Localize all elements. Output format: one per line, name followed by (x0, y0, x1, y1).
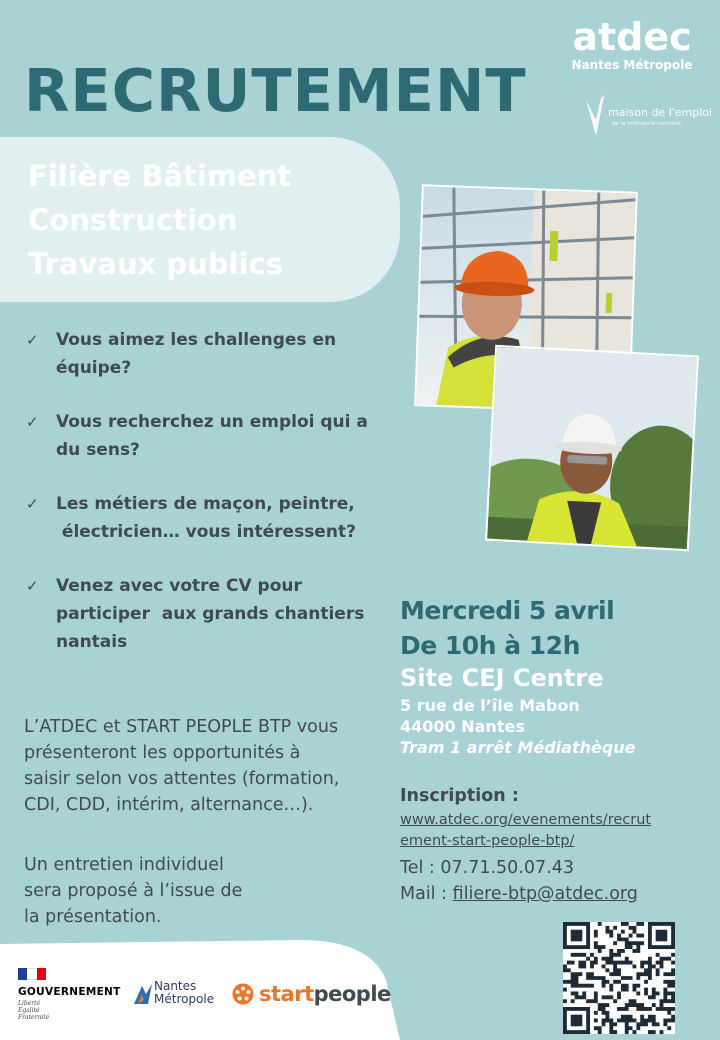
atdec-logo-name: atdec (572, 15, 692, 59)
list-item: ✓ Venez avec votre CV pour participer aux grands chantiers nantais (26, 572, 386, 656)
filiere-line: Filière Bâtiment (28, 159, 292, 193)
filiere-line: Travaux publics (28, 247, 283, 281)
maison-emploi-logo (582, 90, 712, 138)
checkmark-icon: ✓ (26, 577, 39, 595)
event-address-line2: 44000 Nantes (400, 717, 525, 736)
filiere-banner (0, 137, 400, 302)
registration-link[interactable]: www.atdec.org/evenements/recrut ement-start-people-btp/ (400, 812, 652, 849)
french-flag-icon (18, 968, 46, 980)
bullet-list (26, 326, 386, 656)
list-item: ✓ Les métiers de maçon, peintre, électricien… vous intéressent? (26, 490, 386, 546)
checkmark-icon: ✓ (26, 413, 39, 431)
inscription-label: Inscription : (400, 786, 519, 806)
atdec-logo-subtitle: Nantes Métropole (571, 58, 693, 72)
page-title: RECRUTEMENT (24, 56, 527, 125)
inscription-block (400, 786, 710, 904)
event-date: Mercredi 5 avril (400, 596, 615, 625)
list-item: ✓ Vous recherchez un emploi qui a du sens? (26, 408, 386, 464)
filiere-line: Construction (28, 203, 238, 237)
mail-line: Mail : filiere-btp@atdec.org (400, 884, 638, 904)
checkmark-icon: ✓ (26, 495, 39, 513)
interview-paragraph: Un entretien individuel sera proposé à l’issue de la présentation. (24, 855, 243, 927)
nantes-metropole-logo: Nantes Métropole (132, 978, 222, 1018)
event-address-line1: 5 rue de l’île Mabon (400, 696, 580, 715)
event-tram: Tram 1 arrêt Médiathèque (400, 738, 636, 757)
government-name: GOUVERNEMENT (18, 986, 121, 998)
startpeople-icon (232, 983, 254, 1005)
event-site: Site CEJ Centre (400, 664, 604, 692)
maison-emploi-name: maison de l'emploi (608, 106, 713, 119)
phone-number[interactable]: 07.71.50.07.43 (440, 858, 574, 878)
list-item: ✓ Vous aimez les challenges en équipe? (26, 326, 386, 382)
event-info (400, 596, 710, 757)
government-logo (18, 968, 123, 1021)
phone-line: Tel : 07.71.50.07.43 (400, 858, 574, 878)
government-motto: Liberté Égalité Fraternité (18, 1000, 50, 1021)
atdec-logo (562, 15, 702, 72)
event-time: De 10h à 12h (400, 631, 580, 660)
qr-code[interactable] (563, 922, 675, 1034)
checkmark-icon: ✓ (26, 331, 39, 349)
engineer-woman-photo (485, 345, 699, 551)
presentation-paragraph: L’ATDEC et START PEOPLE BTP vous présenteront les opportunités à saisir selon vos attentes (formation, CDI, CDD, intérim, alternance…). (24, 717, 340, 815)
startpeople-logo: startpeople (232, 982, 391, 1006)
nantes-metropole-icon (132, 982, 154, 1010)
email-link[interactable]: filiere-btp@atdec.org (452, 884, 638, 904)
maison-emploi-subtitle: de la métropole nantaise (612, 121, 681, 127)
